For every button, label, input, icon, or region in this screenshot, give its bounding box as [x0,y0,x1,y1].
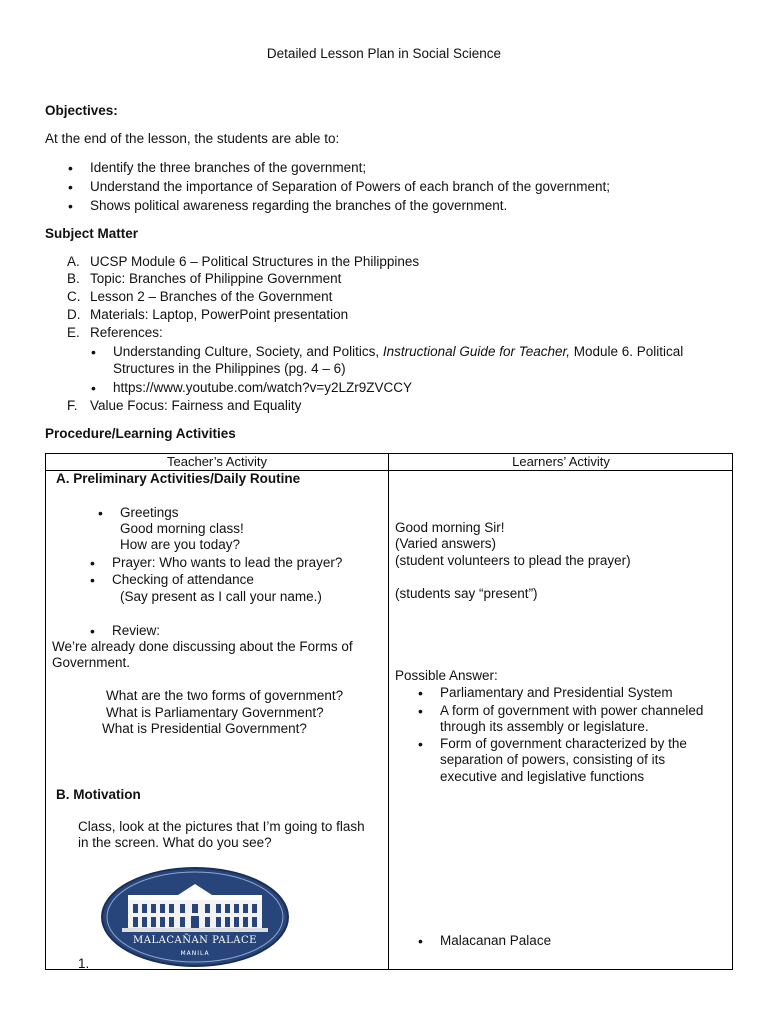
logo-text: MALACAÑAN PALACE [133,935,257,946]
picture-number: 1. [78,956,90,971]
attendance-note: (Say present as I call your name.) [120,589,322,604]
subject-matter-heading: Subject Matter [45,226,139,241]
review-text: We’re already done discussing about the Forms of [52,639,353,654]
review-question: What are the two forms of government? [106,688,344,703]
greetings-item: • Greetings [120,505,179,520]
answer-continued: executive and legislative functions [440,769,645,784]
answer-continued: through its assembly or legislature. [440,719,649,734]
malacanan-palace-logo [100,866,290,968]
subject-item: UCSP Module 6 – Political Structures in the Philippines [90,254,420,269]
list-letter: E. [67,325,80,340]
answer-item: • Form of government characterized by the [440,736,687,751]
logo-subtext: MANILA [180,950,210,957]
objective-item: • Understand the importance of Separation of Powers of each branch of the government; [90,179,610,194]
section-a-heading: A. Preliminary Activities/Daily Routine [56,471,301,486]
motivation-text: Class, look at the pictures that I’m going to flash [78,819,365,834]
greeting-line: Good morning class! [120,521,244,536]
subject-item: References: [90,325,163,340]
reference-link[interactable]: • https://www.youtube.com/watch?v=y2LZr9ZVCCY [113,380,412,395]
prayer-item: • Prayer: Who wants to lead the prayer? [112,555,342,570]
learner-reply: Good morning Sir! [395,520,505,535]
possible-answer-label: Possible Answer: [395,668,498,683]
subject-item: Materials: Laptop, PowerPoint presentation [90,307,349,322]
learner-reply: (student volunteers to plead the prayer) [395,553,631,568]
reference-text: Module 6. Political [570,344,684,359]
reference-continued: Structures in the Philippines (pg. 4 – 6) [113,361,346,376]
objective-item: • Shows political awareness regarding the branches of the government. [90,198,507,213]
answer-continued: separation of powers, consisting of its [440,752,666,767]
subject-item: Value Focus: Fairness and Equality [90,398,302,413]
greeting-line: How are you today? [120,537,241,552]
review-text: Government. [52,655,131,670]
procedure-heading: Procedure/Learning Activities [45,426,236,441]
list-letter: B. [67,271,80,286]
learner-column-header: Learners’ Activity [512,454,610,469]
learner-reply: (Varied answers) [395,536,497,551]
answer-item: • A form of government with power channeled [440,703,703,718]
learner-reply: (students say “present”) [395,586,538,601]
objective-item: • Identify the three branches of the government; [90,160,366,175]
teacher-column-header: Teacher’s Activity [167,454,267,469]
column-divider [388,454,389,969]
review-question: What is Presidential Government? [102,721,307,736]
picture-answer: • Malacanan Palace [440,933,551,948]
reference-italic: Instructional Guide for Teacher, [382,344,570,359]
subject-item: Topic: Branches of Philippine Government [90,271,342,286]
review-question: What is Parliamentary Government? [106,705,324,720]
objectives-intro: At the end of the lesson, the students are able to: [45,131,340,146]
reference-item [113,344,683,359]
reference-text: Understanding Culture, Society, and Politics, [113,344,383,359]
page-title: Detailed Lesson Plan in Social Science [266,46,502,61]
list-letter: A. [67,254,80,269]
motivation-text: in the screen. What do you see? [78,835,272,850]
list-letter: F. [67,398,78,413]
subject-item: Lesson 2 – Branches of the Government [90,289,333,304]
answer-item: • Parliamentary and Presidential System [440,685,673,700]
list-letter: D. [67,307,81,322]
list-letter: C. [67,289,81,304]
attendance-item: • Checking of attendance [112,572,254,587]
section-b-heading: B. Motivation [56,787,141,802]
objectives-heading: Objectives: [45,103,118,118]
review-item: • Review: [112,623,160,638]
